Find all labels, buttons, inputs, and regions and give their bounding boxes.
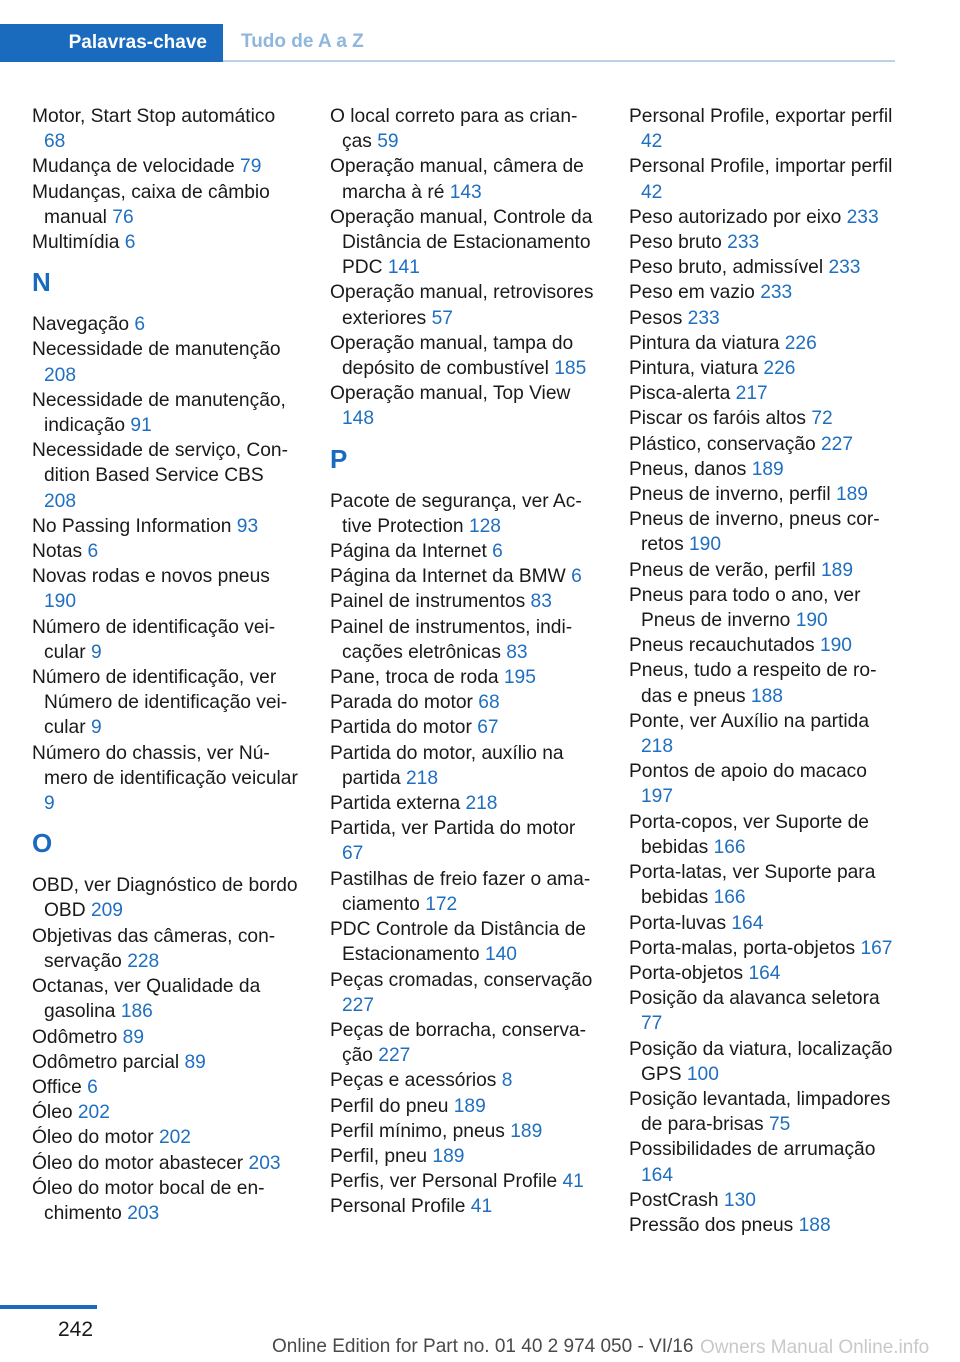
index-entry — [32, 873, 300, 923]
index-entry — [629, 406, 897, 431]
index-term: Multimídia — [32, 232, 120, 254]
index-term: Navegação — [32, 314, 130, 336]
index-term: OBD, ver Diagnóstico de bordo OBD — [32, 875, 298, 922]
page-reference-link[interactable]: 91 — [130, 415, 152, 437]
page-reference-link[interactable]: 140 — [484, 944, 517, 966]
index-term: Painel de instrumentos, indicações eletrônicas — [330, 616, 573, 663]
index-entry — [330, 1119, 598, 1144]
page-reference-link[interactable]: 228 — [127, 950, 160, 972]
index-term: Necessidade de serviço, Condition Based Service CBS — [32, 440, 288, 487]
index-entry — [32, 1050, 300, 1075]
index-entry — [330, 564, 598, 589]
page-reference-link[interactable]: 195 — [503, 667, 536, 689]
page-reference-link[interactable]: 79 — [240, 156, 262, 178]
index-term: Ponte, ver Auxílio na partida — [629, 710, 869, 732]
page-reference-link[interactable]: 226 — [763, 358, 796, 380]
page-reference-link[interactable]: 9 — [44, 793, 55, 815]
index-entry — [330, 154, 598, 204]
index-column-1 — [32, 104, 300, 1226]
index-term: No Passing Information — [32, 515, 232, 537]
index-entry — [32, 665, 300, 741]
index-term: Operação manual, câmera de marcha à ré — [330, 156, 584, 203]
index-term: Parada do motor — [330, 692, 473, 714]
page-reference-link[interactable]: 190 — [795, 610, 828, 632]
page-reference-link[interactable]: 68 — [44, 131, 66, 153]
index-entry — [330, 715, 598, 740]
page-reference-link[interactable]: 164 — [641, 1164, 674, 1186]
index-entry — [629, 230, 897, 255]
page-reference-link[interactable]: 41 — [470, 1196, 493, 1218]
index-entry — [32, 924, 300, 974]
index-entry — [32, 539, 300, 564]
page-reference-link[interactable]: 197 — [641, 786, 674, 808]
page-reference-link[interactable]: 89 — [122, 1026, 145, 1048]
page-reference-link[interactable]: 227 — [378, 1045, 411, 1067]
index-term: Operação manual, Controle da Distância de Estacionamento PDC — [330, 206, 593, 279]
index-entry — [32, 104, 300, 154]
index-entry — [629, 1137, 897, 1187]
page-reference-link[interactable]: 203 — [248, 1152, 281, 1174]
index-entry — [629, 936, 897, 961]
page-reference-link[interactable]: 89 — [184, 1051, 206, 1073]
index-entry — [629, 280, 897, 305]
index-entry — [629, 154, 897, 204]
index-term: Novas rodas e novos pneus — [32, 566, 270, 588]
index-term: Pacote de segurança, ver Active Protection — [330, 490, 582, 537]
page-reference-link[interactable]: 6 — [87, 1076, 98, 1098]
index-entry — [330, 665, 598, 690]
index-term: Partida, ver Partida do motor — [330, 818, 576, 840]
edition-footer: Online Edition for Part no. 01 40 2 974 050 - VI/16 — [272, 1336, 694, 1357]
index-term: Peças de borracha, conservação — [330, 1019, 586, 1067]
index-entry — [330, 1094, 598, 1119]
index-term: Possibilidades de arrumação — [629, 1139, 876, 1161]
index-entry — [629, 205, 897, 230]
index-term: Office — [32, 1076, 82, 1098]
index-term: Peso bruto, admissível — [629, 257, 824, 279]
page-reference-link[interactable]: 233 — [727, 232, 760, 254]
header-tabbar — [0, 24, 895, 62]
page-reference-link[interactable]: 218 — [465, 793, 498, 815]
page-reference-link[interactable]: 59 — [377, 131, 399, 153]
page-reference-link[interactable]: 189 — [510, 1120, 543, 1142]
index-term: Peso autorizado por eixo — [629, 206, 842, 228]
index-entry — [629, 583, 897, 633]
page-reference-link[interactable]: 42 — [641, 181, 663, 203]
page-reference-link[interactable]: 233 — [760, 282, 793, 304]
index-term: Partida do motor, auxílio na partida — [330, 742, 564, 789]
page-reference-link[interactable]: 83 — [530, 591, 552, 613]
page-reference-link[interactable]: 217 — [735, 383, 768, 405]
index-entry — [629, 558, 897, 583]
page-reference-link[interactable]: 203 — [127, 1202, 160, 1224]
index-entry — [629, 911, 897, 936]
page-reference-link[interactable]: 93 — [236, 515, 259, 537]
page-reference-link[interactable]: 190 — [44, 591, 77, 613]
page-reference-link[interactable]: 76 — [112, 206, 134, 228]
page-reference-link[interactable]: 6 — [492, 541, 503, 563]
index-entry — [32, 1075, 300, 1100]
index-entry — [32, 1100, 300, 1125]
index-term: Odômetro — [32, 1026, 118, 1048]
index-term: PDC Controle da Distância de Estacionamento — [330, 919, 586, 966]
page-reference-link[interactable]: 172 — [425, 893, 458, 915]
index-term: Octanas, ver Qualidade da gasolina — [32, 976, 261, 1023]
index-entry — [32, 564, 300, 614]
page-reference-link[interactable]: 67 — [477, 717, 499, 739]
index-term: Necessidade de manutenção — [32, 339, 281, 361]
page-reference-link[interactable]: 83 — [506, 641, 528, 663]
index-entry — [629, 306, 897, 331]
page-reference-link[interactable]: 68 — [478, 692, 500, 714]
page-reference-link[interactable]: 190 — [689, 534, 722, 556]
page-reference-link[interactable]: 233 — [846, 206, 879, 228]
index-term: Pintura da viatura — [629, 332, 780, 354]
index-entry — [330, 381, 598, 431]
index-entry — [629, 331, 897, 356]
index-term: Painel de instrumentos — [330, 591, 526, 613]
index-term: Mudança de velocidade — [32, 156, 235, 178]
index-entry — [330, 331, 598, 381]
index-term: O local correto para as crianças — [330, 106, 578, 153]
index-entry — [330, 539, 598, 564]
page-reference-link[interactable]: 67 — [342, 843, 364, 865]
index-term: Página da Internet da BMW — [330, 566, 566, 588]
page-reference-link[interactable]: 141 — [387, 257, 420, 279]
index-entry — [32, 615, 300, 665]
index-entry — [330, 280, 598, 330]
page-reference-link[interactable]: 188 — [798, 1214, 831, 1236]
index-entry — [629, 1037, 897, 1087]
index-entry — [330, 816, 598, 866]
index-entry — [32, 1176, 300, 1226]
page-reference-link[interactable]: 202 — [77, 1102, 110, 1124]
index-entry — [629, 1087, 897, 1137]
index-term: Pneus de inverno, perfil — [629, 484, 831, 506]
page-reference-link[interactable]: 143 — [449, 181, 482, 203]
index-term: Partida do motor — [330, 717, 472, 739]
index-entry — [629, 709, 897, 759]
index-term: Personal Profile — [330, 1196, 466, 1218]
page-reference-link[interactable]: 128 — [468, 515, 501, 537]
index-entry — [330, 791, 598, 816]
page-reference-link[interactable]: 6 — [124, 232, 136, 254]
page-reference-link[interactable]: 189 — [432, 1145, 465, 1167]
index-entry — [629, 986, 897, 1036]
index-entry — [32, 388, 300, 438]
index-term: Posição da viatura, localização GPS — [629, 1038, 893, 1085]
index-entry — [629, 860, 897, 910]
index-term: Mudanças, caixa de câmbio manual — [32, 181, 270, 228]
page-reference-link[interactable]: 190 — [819, 635, 852, 657]
index-entry — [32, 514, 300, 539]
index-entry — [629, 482, 897, 507]
index-term: Peso em vazio — [629, 282, 755, 304]
index-term: Número de identificação, ver Número de identificação veicular — [32, 667, 288, 739]
index-term: Peso bruto — [629, 232, 722, 254]
index-term: Personal Profile, importar perfil — [629, 156, 893, 178]
page-number-bar — [0, 1305, 97, 1309]
page-reference-link[interactable]: 166 — [713, 887, 746, 909]
index-entry — [629, 356, 897, 381]
index-entry — [32, 312, 300, 337]
index-term: Pesos — [629, 307, 683, 329]
page-reference-link[interactable]: 167 — [860, 937, 893, 959]
page-reference-link[interactable]: 164 — [731, 912, 764, 934]
index-term: Pintura, viatura — [629, 358, 759, 380]
index-term: Necessidade de manutenção, indicação — [32, 389, 286, 437]
index-term: Motor, Start Stop automático — [32, 106, 276, 127]
page-reference-link[interactable]: 185 — [554, 358, 587, 380]
page-reference-link[interactable]: 202 — [158, 1127, 191, 1149]
page-reference-link[interactable]: 100 — [686, 1063, 719, 1085]
index-entry — [330, 1194, 598, 1219]
index-term: Página da Internet — [330, 541, 487, 563]
index-term: Óleo do motor abastecer — [32, 1152, 244, 1174]
index-term: Plástico, conservação — [629, 433, 816, 455]
page-reference-link[interactable]: 77 — [641, 1013, 663, 1035]
index-entry — [330, 1068, 598, 1093]
index-term: Óleo do motor — [32, 1127, 154, 1149]
index-term: Operação manual, tampa do depósito de combustível — [330, 332, 574, 380]
index-term: PostCrash — [629, 1189, 719, 1211]
index-entry — [330, 205, 598, 281]
index-entry — [629, 1188, 897, 1213]
index-entry — [629, 432, 897, 457]
index-term: Pneus de inverno, pneus corretos — [629, 509, 880, 556]
page-reference-link[interactable]: 9 — [90, 641, 102, 663]
index-term: Pressão dos pneus — [629, 1214, 794, 1236]
index-term: Perfil mínimo, pneus — [330, 1120, 505, 1142]
index-entry — [629, 961, 897, 986]
page-reference-link[interactable]: 233 — [828, 257, 861, 279]
index-entry — [32, 974, 300, 1024]
index-entry — [629, 104, 897, 154]
index-entry — [32, 180, 300, 230]
index-entry — [330, 615, 598, 665]
page-reference-link[interactable]: 189 — [453, 1095, 486, 1117]
tab-tudo-de-a-a-z[interactable]: Tudo de A a Z — [223, 24, 895, 62]
index-entry — [629, 255, 897, 280]
index-term: Porta-objetos — [629, 962, 744, 984]
index-term: Pastilhas de freio fazer o amaciamento — [330, 868, 591, 915]
index-entry — [330, 104, 598, 154]
index-term: Peças cromadas, conservação — [330, 969, 593, 991]
page-reference-link[interactable]: 186 — [120, 1001, 153, 1023]
index-entry — [330, 1169, 598, 1194]
page-reference-link[interactable]: 6 — [134, 314, 146, 336]
index-column-2 — [330, 104, 598, 1220]
index-term: Óleo do motor bocal de enchimento — [32, 1177, 265, 1224]
index-entry — [629, 759, 897, 809]
page-reference-link[interactable]: 8 — [501, 1070, 513, 1092]
index-term: Personal Profile, exportar perfil — [629, 106, 893, 127]
index-term: Perfil do pneu — [330, 1095, 449, 1117]
index-term: Óleo — [32, 1102, 73, 1124]
index-entry — [32, 741, 300, 817]
index-term: Piscar os faróis altos — [629, 408, 807, 430]
watermark: Owners Manual Online.info — [700, 1337, 930, 1358]
index-term: Operação manual, retrovisores exteriores — [330, 282, 594, 329]
index-entry — [330, 489, 598, 539]
index-entry — [32, 438, 300, 514]
index-term: Pneus, danos — [629, 458, 747, 480]
index-term: Pontos de apoio do macaco — [629, 761, 867, 783]
index-entry — [330, 589, 598, 614]
index-term: Odômetro parcial — [32, 1051, 180, 1073]
index-term: Partida externa — [330, 793, 461, 815]
page-reference-link[interactable]: 9 — [90, 717, 102, 739]
index-term: Peças e acessórios — [330, 1070, 497, 1092]
page-reference-link[interactable]: 189 — [751, 458, 784, 480]
page-reference-link[interactable]: 42 — [641, 131, 663, 153]
index-term: Pneus de verão, perfil — [629, 559, 816, 581]
index-column-3 — [629, 104, 897, 1238]
index-term: Objetivas das câmeras, conservação — [32, 925, 276, 972]
index-entry — [330, 1144, 598, 1169]
index-term: Pane, troca de roda — [330, 667, 499, 689]
page-reference-link[interactable]: 72 — [811, 408, 833, 430]
section-letter: O — [32, 828, 53, 859]
index-entry — [629, 507, 897, 557]
index-term: Notas — [32, 541, 83, 563]
page-reference-link[interactable]: 218 — [641, 736, 674, 758]
page-reference-link[interactable]: 208 — [44, 364, 77, 386]
page-reference-link[interactable]: 189 — [835, 484, 868, 506]
index-entry — [330, 968, 598, 1018]
index-entry — [32, 337, 300, 387]
page-reference-link[interactable]: 233 — [687, 307, 720, 329]
page-reference-link[interactable]: 41 — [562, 1171, 584, 1193]
index-term: Porta-copos, ver Suporte de bebidas — [629, 811, 869, 858]
index-term: Porta-malas, porta-objetos — [629, 937, 856, 959]
index-entry — [629, 633, 897, 658]
page-reference-link[interactable]: 166 — [713, 836, 746, 858]
index-entry — [330, 917, 598, 967]
index-term: Pisca-alerta — [629, 383, 731, 405]
index-term: Porta-luvas — [629, 912, 727, 934]
index-entry — [32, 1025, 300, 1050]
index-entry — [32, 230, 300, 255]
page-reference-link[interactable]: 130 — [723, 1189, 756, 1211]
index-entry — [629, 658, 897, 708]
index-entry — [32, 154, 300, 179]
page-reference-link[interactable]: 227 — [342, 994, 375, 1016]
page-reference-link[interactable]: 164 — [748, 962, 781, 984]
index-entry — [330, 690, 598, 715]
index-entry — [330, 1018, 598, 1068]
page-reference-link[interactable]: 209 — [90, 900, 123, 922]
page-reference-link[interactable]: 208 — [44, 490, 77, 512]
index-entry — [629, 810, 897, 860]
index-entry — [629, 381, 897, 406]
index-term: Posição levantada, limpadores de para-brisas — [629, 1088, 891, 1136]
section-letter: N — [32, 267, 51, 298]
index-entry — [32, 1125, 300, 1150]
index-term: Número de identificação veicular — [32, 616, 276, 663]
index-term: Posição da alavanca seletora — [629, 988, 880, 1010]
index-term: Pneus recauchutados — [629, 635, 815, 657]
page-number: 242 — [58, 1318, 94, 1341]
index-term: Pneus, tudo a respeito de rodas e pneus — [629, 660, 877, 707]
page-reference-link[interactable]: 6 — [571, 566, 582, 588]
index-term: Pneus para todo o ano, ver Pneus de inverno — [629, 584, 861, 632]
page-reference-link[interactable]: 227 — [820, 433, 853, 455]
index-entry — [629, 1213, 897, 1238]
page-reference-link[interactable]: 148 — [342, 408, 375, 430]
index-term: Número do chassis, ver Número de identificação veicular — [32, 742, 298, 789]
index-term: Perfil, pneu — [330, 1145, 428, 1167]
page-reference-link[interactable]: 188 — [750, 685, 783, 707]
index-entry — [330, 867, 598, 917]
index-entry — [32, 1151, 300, 1176]
page-reference-link[interactable]: 226 — [784, 332, 817, 354]
index-term: Perfis, ver Personal Profile — [330, 1171, 558, 1193]
tab-palavras-chave[interactable]: Palavras-chave — [0, 24, 223, 62]
page-reference-link[interactable]: 75 — [769, 1114, 791, 1136]
index-entry — [330, 741, 598, 791]
index-term: Porta-latas, ver Suporte para bebidas — [629, 862, 876, 909]
section-letter: P — [330, 443, 348, 474]
page-reference-link[interactable]: 57 — [431, 307, 453, 329]
index-entry — [629, 457, 897, 482]
page-reference-link[interactable]: 189 — [821, 559, 854, 581]
index-term: Operação manual, Top View — [330, 383, 571, 405]
page-reference-link[interactable]: 218 — [406, 767, 439, 789]
page-reference-link[interactable]: 6 — [87, 541, 99, 563]
